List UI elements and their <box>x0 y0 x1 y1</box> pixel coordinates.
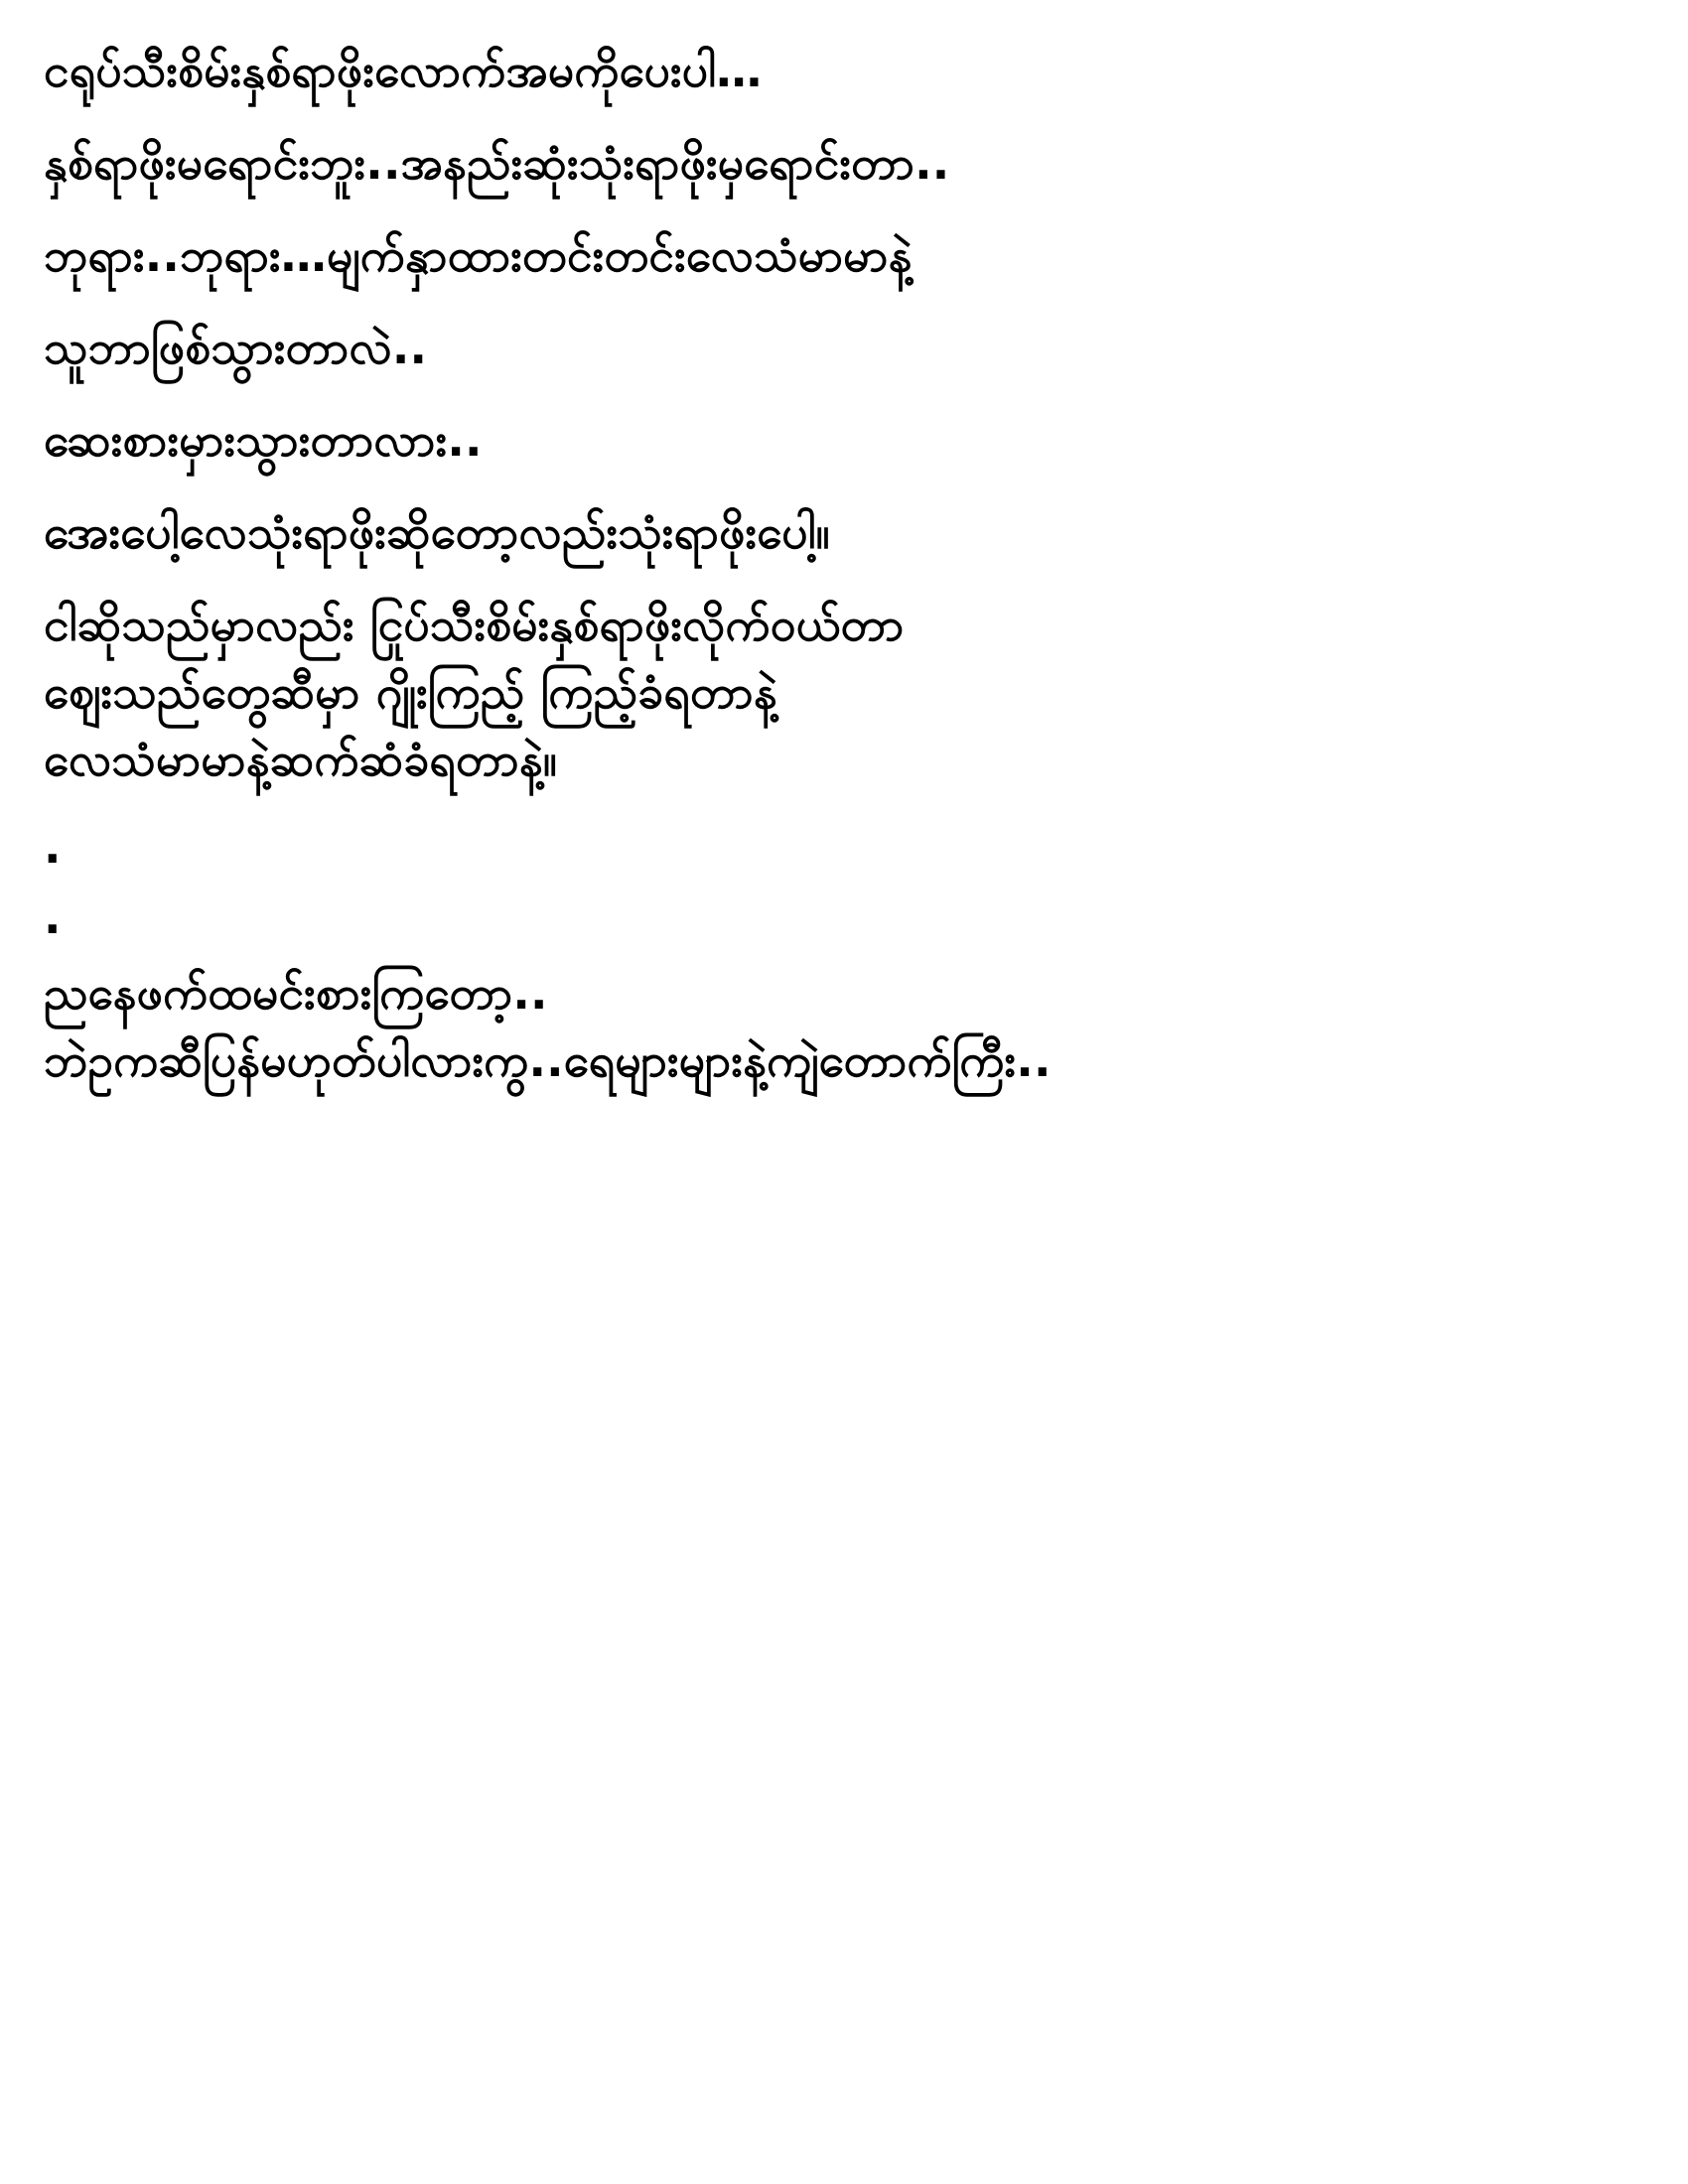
text-line: နှစ်ရာဖိုးမရောင်းဘူး..အနည်းဆုံးသုံးရာဖိုးမှရောင်းတာ.. <box>44 136 950 190</box>
text-line: အေးပေါ့လေသုံးရာဖိုးဆိုတော့လည်းသုံးရာဖိုးပေါ့။ <box>44 505 830 559</box>
text-line: ဈေးသည်တွေဆီမှာ ဂျိုးကြည့် ကြည့်ခံရတာနဲ့ <box>44 665 777 719</box>
text-line: ဆေးစားမှားသွားတာလား.. <box>44 413 483 467</box>
text-line: ဘုရား..ဘုရား…မျက်နှာထားတင်းတင်းလေသံမာမာနဲ့ <box>44 228 913 282</box>
text-line-dot: . <box>44 889 62 944</box>
text-line: ငရုပ်သီးစိမ်းနှစ်ရာဖိုးလောက်အမကိုပေးပါ… <box>44 44 763 97</box>
document-text-body <box>44 44 1628 1087</box>
text-line: ငါဆိုသည်မှာလည်း ငြုပ်သီးစိမ်းနှစ်ရာဖိုးလိုက်ဝယ်တာ <box>44 598 905 651</box>
text-line: ဘဲဥကဆီပြန်မဟုတ်ပါလားကွ..ရေများများနဲ့ကျဲတောက်ကြီး.. <box>44 1032 1052 1087</box>
text-line: လေသံမာမာနဲ့ဆက်ဆံခံရတာနဲ့။ <box>44 733 558 786</box>
text-line-dot: . <box>44 820 62 874</box>
text-line: သူဘာဖြစ်သွားတာလဲ.. <box>44 321 428 374</box>
text-line: ညနေဖက်ထမင်းစားကြတော့.. <box>44 965 548 1020</box>
